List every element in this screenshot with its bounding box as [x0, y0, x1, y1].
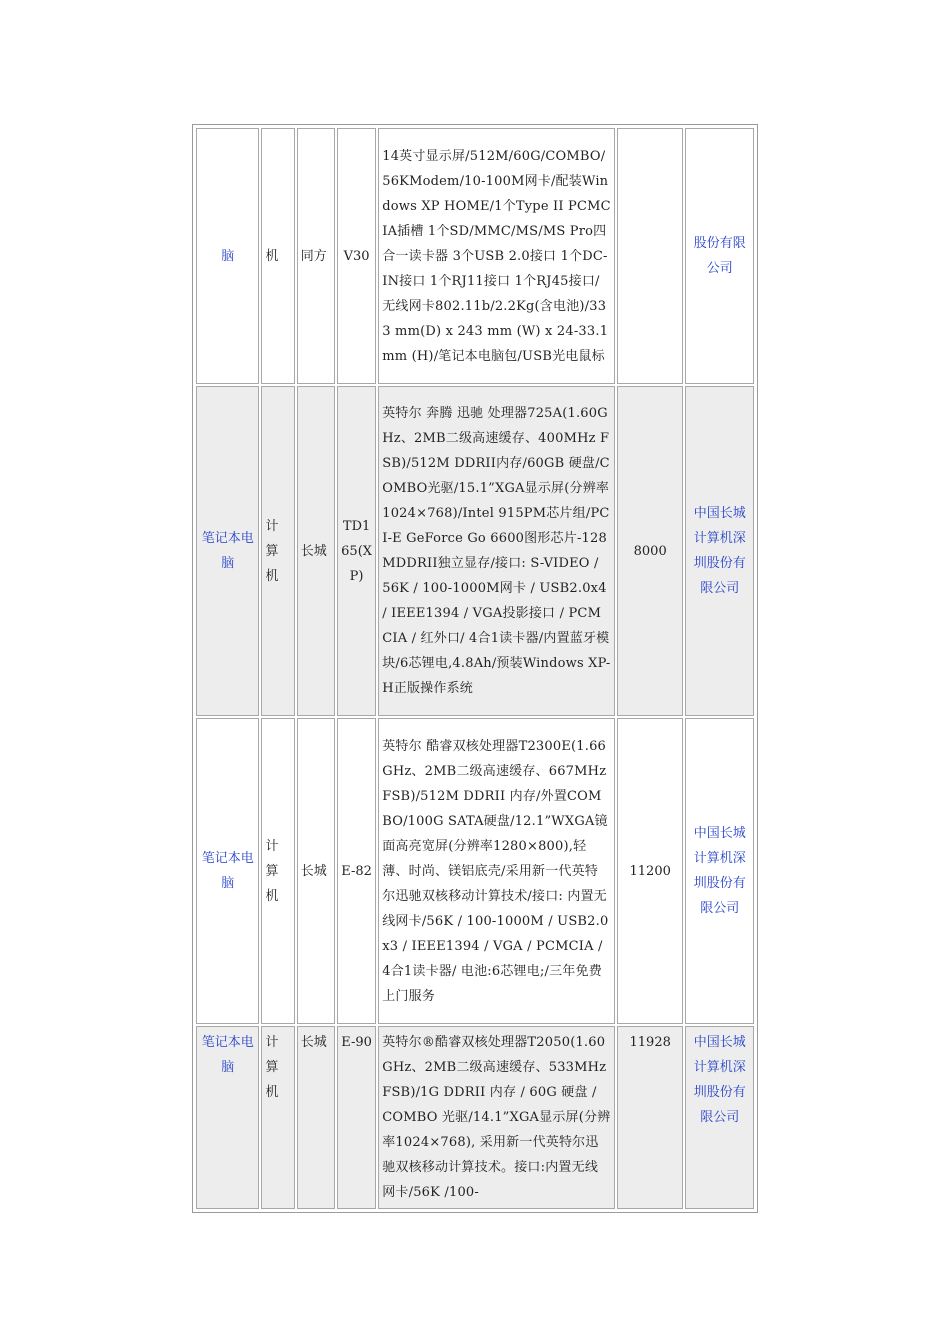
price-cell: 8000 [617, 386, 683, 716]
model-cell: E-90 [337, 1026, 376, 1209]
product-name-cell: 笔记本电脑 [196, 718, 259, 1024]
model-cell: E-82 [337, 718, 376, 1024]
table-row [196, 1026, 754, 1209]
product-name-cell: 笔记本电脑 [196, 1026, 259, 1209]
product-spec-table [194, 126, 756, 1211]
table-row [196, 128, 754, 384]
price-cell: 11928 [617, 1026, 683, 1209]
model-cell: V30 [337, 128, 376, 384]
vendor-cell: 中国长城计算机深圳股份有限公司 [685, 386, 754, 716]
brand-cell: 长城 [297, 1026, 335, 1209]
spec-cell: 14英寸显示屏/512M/60G/COMBO/56KModem/10-100M网卡/配装Windows XP HOME/1个Type II PCMCIA插槽 1个SD/MMC/MS/MS Pro四合一读卡器 3个USB 2.0接口 1个DC-IN接口 1个RJ11接口 1个RJ45接口/无线网卡802.11b/2.2Kg(含电池)/333 mm(D) x 243 mm (W) x 24-33.1 mm (H)/笔记本电脑包/USB光电鼠标 [378, 128, 615, 384]
brand-cell: 长城 [297, 718, 335, 1024]
product-name-cell: 脑 [196, 128, 259, 384]
category-cell: 计算机 [261, 386, 294, 716]
product-table-frame [192, 124, 758, 1213]
category-cell: 机 [261, 128, 294, 384]
table-row [196, 386, 754, 716]
category-cell: 计算机 [261, 718, 294, 1024]
vendor-cell: 中国长城计算机深圳股份有限公司 [685, 718, 754, 1024]
spec-cell: 英特尔 酷睿双核处理器T2300E(1.66GHz、2MB二级高速缓存、667MHz FSB)/512M DDRII 内存/外置COMBO/100G SATA硬盘/12.1”WXGA镜面高亮宽屏(分辨率1280×800),轻薄、时尚、镁铝底壳/采用新一代英特尔迅驰双核移动计算技术/接口: 内置无线网卡/56K / 100-1000M / USB2.0x3 / IEEE1394 / VGA / PCMCIA /4合1读卡器/ 电池:6芯锂电;/三年免费上门服务 [378, 718, 615, 1024]
category-cell: 计算机 [261, 1026, 294, 1209]
model-cell: TD165(XP) [337, 386, 376, 716]
price-cell [617, 128, 683, 384]
product-name-cell: 笔记本电脑 [196, 386, 259, 716]
spec-cell: 英特尔 奔腾 迅驰 处理器725A(1.60GHz、2MB二级高速缓存、400MHz FSB)/512M DDRII内存/60GB 硬盘/COMBO光驱/15.1”XGA显示屏(分辨率1024×768)/Intel 915PM芯片组/PCI-E GeForce Go 6600图形芯片-128MDDRII独立显存/接口: S-VIDEO / 56K / 100-1000M网卡 / USB2.0x4 / IEEE1394 / VGA投影接口 / PCMCIA / 红外口/ 4合1读卡器/内置蓝牙模块/6芯锂电,4.8Ah/预装Windows XP-H正版操作系统 [378, 386, 615, 716]
spec-cell: 英特尔®酷睿双核处理器T2050(1.60GHz、2MB二级高速缓存、533MHz FSB)/1G DDRII 内存 / 60G 硬盘 / COMBO 光驱/14.1”XGA显示屏(分辨率1024×768), 采用新一代英特尔迅驰双核移动计算技术。接口:内置无线网卡/56K /100- [378, 1026, 615, 1209]
vendor-cell: 中国长城计算机深圳股份有限公司 [685, 1026, 754, 1209]
brand-cell: 同方 [297, 128, 335, 384]
vendor-cell: 股份有限公司 [685, 128, 754, 384]
table-row [196, 718, 754, 1024]
price-cell: 11200 [617, 718, 683, 1024]
brand-cell: 长城 [297, 386, 335, 716]
